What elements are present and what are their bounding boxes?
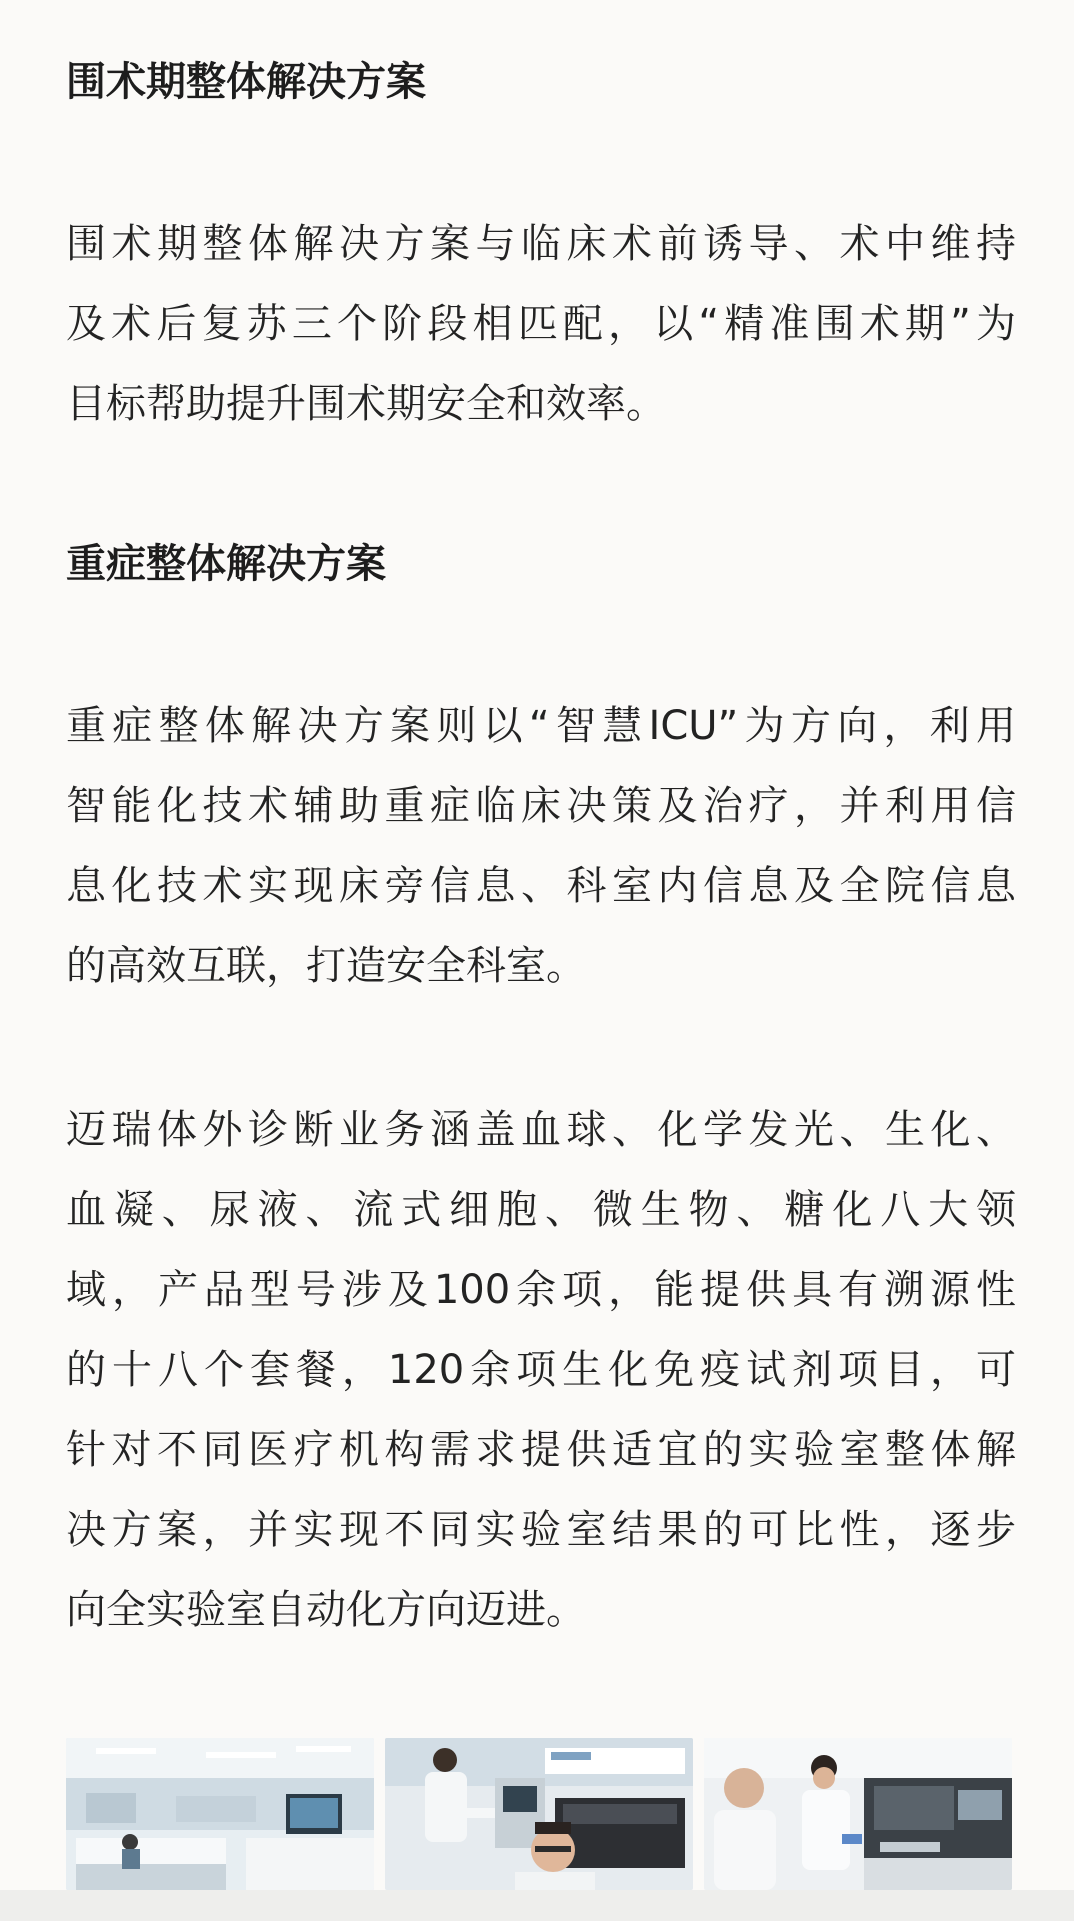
paragraph-line: 围术期整体解决方案与临床术前诱导、术中维持 [66,221,1016,267]
photo-gallery [66,1738,1012,1890]
paragraph-line: 重症整体解决方案则以“智慧ICU”为方向，利用 [66,703,1016,749]
paragraph-perioperative [66,204,1016,444]
paragraph-line: 向全实验室自动化方向迈进。 [66,1587,586,1633]
paragraph-line: 域，产品型号涉及100余项，能提供具有溯源性 [66,1267,1016,1313]
lab-technicians-photo[interactable] [385,1738,693,1890]
paragraph-line: 及术后复苏三个阶段相匹配，以“精准围术期”为 [66,301,1016,347]
section-heading-perioperative: 围术期整体解决方案 [66,59,426,105]
lab-analyzer-photo[interactable] [704,1738,1012,1890]
section-heading-critical-care: 重症整体解决方案 [66,541,386,587]
paragraph-line: 智能化技术辅助重症临床决策及治疗，并利用信 [66,783,1016,829]
paragraph-line: 的十八个套餐，120余项生化免疫试剂项目，可 [66,1347,1016,1393]
paragraph-line: 目标帮助提升围术期安全和效率。 [66,381,666,427]
paragraph-line: 决方案，并实现不同实验室结果的可比性，逐步 [66,1507,1016,1553]
paragraph-line: 迈瑞体外诊断业务涵盖血球、化学发光、生化、 [66,1107,1016,1153]
paragraph-line: 血凝、尿液、流式细胞、微生物、糖化八大领 [66,1187,1016,1233]
laboratory-room-photo[interactable] [66,1738,374,1890]
paragraph-ivd [66,1090,1016,1650]
bottom-bar [0,1890,1074,1921]
paragraph-line: 针对不同医疗机构需求提供适宜的实验室整体解 [66,1427,1016,1473]
paragraph-line: 的高效互联，打造安全科室。 [66,943,586,989]
paragraph-critical-care [66,686,1016,1006]
paragraph-line: 息化技术实现床旁信息、科室内信息及全院信息 [66,863,1016,909]
